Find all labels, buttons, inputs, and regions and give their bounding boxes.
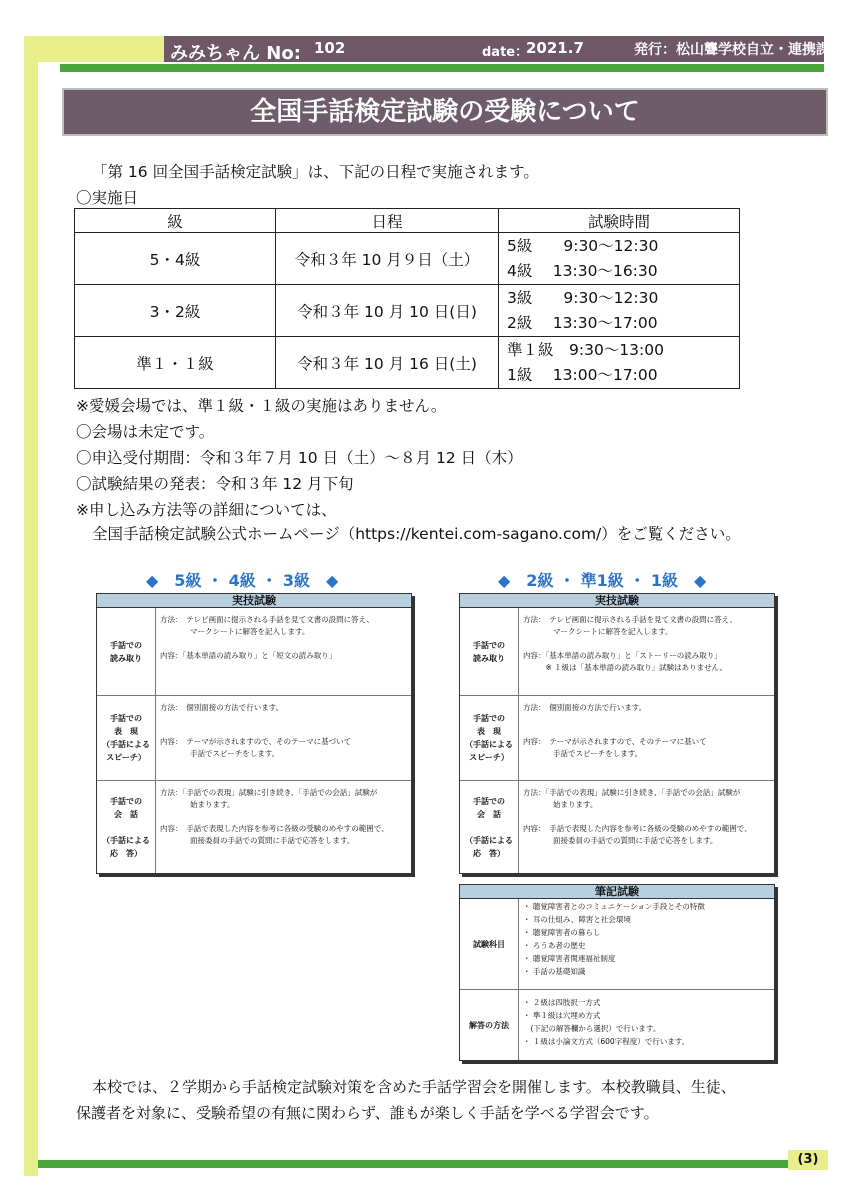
margin-gap	[38, 64, 60, 1164]
closing-paragraph: 本校では、２学期から手話検定試験対策を含めた手話学習会を開催します。本校教職員、生徒、	[92, 1078, 736, 1096]
schedule-table	[74, 208, 740, 389]
exam-category: 手話での 会 話 （手話による 応 答）	[460, 781, 519, 873]
exam-method: 方法： テレビ画面に提示される手話を見て文書の設問に答え、 マークシートに解答を記入します。	[160, 615, 375, 636]
time-line: 2級 13:30～17:00	[507, 313, 658, 332]
exam-row	[460, 608, 774, 696]
header-band	[164, 36, 830, 64]
right-section-heading: ◆ 2級 ・ 準1級 ・ 1級 ◆	[498, 571, 707, 590]
exam-details	[156, 608, 411, 695]
left-section-heading: ◆ 5級 ・ 4級 ・ 3級 ◆	[146, 571, 339, 590]
exam-content: 内容： テーマが示されますので、そのテーマに基づいて 手話でスピーチをします。	[160, 737, 352, 758]
practical-exam-box-right	[459, 593, 775, 874]
grade-cell: 準１・１級	[75, 337, 276, 389]
practical-title: 実技試験	[460, 594, 774, 608]
table-row	[75, 233, 740, 285]
exam-row	[460, 990, 774, 1060]
grade-cell: 3・2級	[75, 285, 276, 337]
time-cell	[499, 337, 740, 389]
note-line: 〇試験結果の発表：令和３年 12 月下旬	[76, 475, 354, 493]
left-accent-bar	[24, 36, 38, 1176]
practical-exam-box-left	[96, 593, 412, 874]
time-line: 3級 9:30～12:30	[507, 288, 659, 307]
written-title: 筆記試験	[460, 885, 774, 899]
exam-content: 内容： テーマが示されますので、そのテーマに基いて 手話でスピーチをします。	[523, 737, 707, 758]
exam-content: 内容： 手話で表現した内容を参考に各級の受験のめやすの範囲で、 面接委員の手話での質問に手話で応答をします。	[523, 824, 752, 845]
exam-category: 手話での 表 現 （手話による スピーチ）	[460, 696, 519, 780]
table-header-row	[75, 209, 740, 233]
table-row	[75, 285, 740, 337]
publisher: 発行：松山聾学校自立・連携課	[634, 42, 830, 58]
exam-method: 方法：「手話での表現」試験に引き続き、「手話での会話」試験が 始まります。	[160, 788, 378, 809]
exam-content: 内容： 手話で表現した内容を参考に各級の受験のめやすの範囲で、 面接委員の手話での質問に手話で応答をします。	[160, 824, 389, 845]
date-cell: 令和３年 10 月 10 日(日)	[276, 285, 499, 337]
exam-category: 手話での 読み取り	[460, 608, 519, 695]
date-cell: 令和３年 10 月９日（土）	[276, 233, 499, 285]
table-row	[75, 337, 740, 389]
time-line: 準１級 9:30～13:00	[507, 340, 664, 359]
written-exam-box	[459, 884, 775, 1061]
issue-number: 102	[314, 39, 346, 57]
exam-details: ・ 聴覚障害者とのコミュニケーション手段とその特徴 ・ 耳の仕組み、障害と社会環境 ・ 聴覚障害者の暮らし ・ ろうあ者の歴史 ・ 聴覚障害者関連福祉制度 ・ 手話の基礎知識	[523, 902, 705, 976]
time-line: 4級 13:30～16:30	[507, 261, 658, 280]
col-header-grade: 級	[75, 209, 276, 233]
page-title: 全国手話検定試験の受験について	[62, 88, 828, 136]
note-line: 〇会場は未定です。	[76, 423, 215, 441]
time-line: 5級 9:30～12:30	[507, 236, 659, 255]
exam-method: 方法： 個別面接の方法で行います。	[160, 703, 284, 712]
exam-method: 方法： 個別面接の方法で行います。	[523, 703, 647, 712]
closing-paragraph: 保護者を対象に、受験希望の有無に関わらず、誰もが楽しく手話を学べる学習会です。	[76, 1104, 659, 1122]
exam-row	[97, 696, 411, 781]
exam-row	[460, 781, 774, 873]
exam-details	[519, 781, 774, 873]
practical-title: 実技試験	[97, 594, 411, 608]
exam-category: 手話での 読み取り	[97, 608, 156, 695]
exam-details	[156, 696, 411, 780]
time-cell	[499, 285, 740, 337]
header-divider	[60, 64, 824, 72]
issue-date: 2021.7	[526, 39, 584, 57]
exam-category: 手話での 表 現 （手話による スピーチ）	[97, 696, 156, 780]
note-line: 〇申込受付期間：令和３年７月 10 日（土）～８月 12 日（木）	[76, 449, 523, 467]
exam-row	[97, 608, 411, 696]
homepage-link[interactable]: 全国手話検定試験公式ホームページ（https://kentei.com-sagano.com/）をご覧ください。	[92, 525, 741, 543]
note-line: ※愛媛会場では、準１級・１級の実施はありません。	[76, 397, 447, 415]
time-line: 1級 13:00～17:00	[507, 365, 658, 384]
footer-divider	[38, 1160, 824, 1168]
exam-details	[519, 608, 774, 695]
date-label: date：	[482, 45, 529, 60]
date-cell: 令和３年 10 月 16 日(土)	[276, 337, 499, 389]
col-header-time: 試験時間	[499, 209, 740, 233]
header-accent	[24, 36, 164, 62]
exam-row	[460, 899, 774, 990]
schedule-heading: 〇実施日	[76, 189, 139, 207]
exam-content: 内容：「基本単語の読み取り」と「ストーリーの読み取り」 ※ １級は「基本単語の読み取り」試験はありません。	[523, 651, 728, 672]
exam-category: 試験科目	[460, 899, 519, 989]
intro-text: 「第 16 回全国手話検定試験」は、下記の日程で実施されます。	[92, 163, 539, 181]
col-header-date: 日程	[276, 209, 499, 233]
exam-method: 方法： テレビ画面に提示される手話を見て文書の設問に答え、 マークシートに解答を記入します。	[523, 615, 738, 636]
exam-method: 方法：「手話での表現」試験に引き続き、「手話での会話」試験が 始まります。	[523, 788, 741, 809]
exam-details	[519, 696, 774, 780]
grade-cell: 5・4級	[75, 233, 276, 285]
note-line: ※申し込み方法等の詳細については、	[76, 501, 337, 519]
exam-row	[97, 781, 411, 873]
newsletter-name: みみちゃん No:	[170, 43, 301, 64]
exam-row	[460, 696, 774, 781]
page-number: (3)	[788, 1150, 828, 1170]
exam-details	[156, 781, 411, 873]
exam-category: 解答の方法	[460, 990, 519, 1060]
exam-category: 手話での 会 話 （手話による 応 答）	[97, 781, 156, 873]
exam-details: ・ ２級は四肢択一方式 ・ 準１級は穴埋め方式 (下記の解答欄から選択）で行います。 ・ １級は小論文方式（600字程度）で行います。	[523, 998, 690, 1046]
exam-content: 内容：「基本単語の読み取り」と「短文の読み取り」	[160, 651, 337, 660]
time-cell	[499, 233, 740, 285]
